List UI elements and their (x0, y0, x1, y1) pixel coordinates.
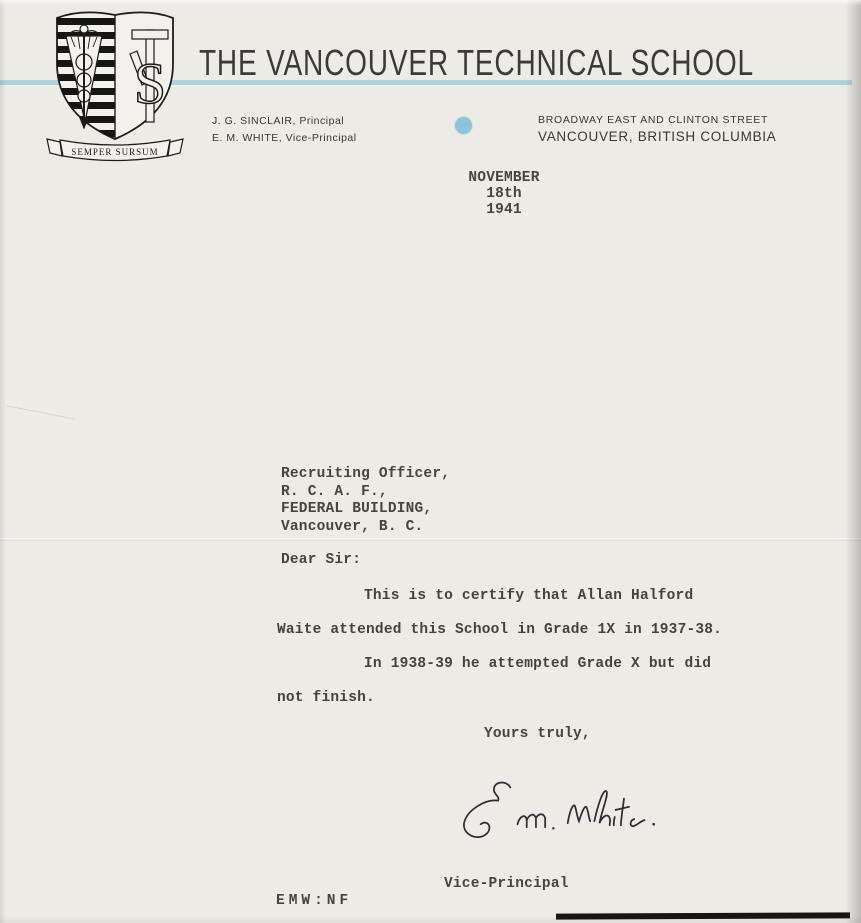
signer-title: Vice-Principal (444, 876, 569, 892)
school-crest-logo (44, 6, 186, 168)
school-address-street: BROADWAY EAST AND CLINTON STREET (538, 114, 769, 126)
recipient-address-block (281, 466, 450, 536)
school-name-heading: THE VANCOUVER TECHNICAL SCHOOL (199, 42, 754, 83)
paper-fold-line (0, 538, 861, 541)
vice-principal-line: E. M. WHITE, Vice-Principal (212, 132, 357, 144)
date-day: 18th (486, 186, 522, 202)
body-line: not finish. (277, 690, 375, 706)
recipient-line: Vancouver, B. C. (281, 518, 424, 535)
body-line: Waite attended this School in Grade 1X in 1937-38. (277, 622, 723, 638)
recipient-line: FEDERAL BUILDING, (281, 501, 433, 517)
date-block (458, 170, 550, 218)
page-edge-highlight-top (0, 0, 861, 6)
date-year: 1941 (486, 202, 522, 218)
signature-handwriting (452, 778, 667, 850)
salutation: Dear Sir: (281, 552, 362, 568)
body-line: In 1938-39 he attempted Grade X but did (364, 656, 712, 672)
valediction: Yours truly, (484, 726, 591, 742)
body-line: This is to certify that Allan Halford (364, 588, 694, 604)
page-edge-shadow-left (0, 0, 6, 923)
motto-text: SEMPER SURSUM (71, 147, 159, 157)
monogram-s: S (133, 51, 167, 116)
recipient-line: Recruiting Officer, (281, 466, 451, 482)
motto-banner (47, 139, 183, 161)
paper-crease-mark (7, 405, 76, 419)
school-address-city: VANCOUVER, BRITISH COLUMBIA (538, 129, 777, 144)
page-edge-shadow-bottom (0, 915, 861, 923)
page-edge-shadow-right (845, 0, 861, 923)
principal-line: J. G. SINCLAIR, Principal (212, 115, 345, 127)
date-month: NOVEMBER (468, 170, 540, 186)
letterhead-dot (455, 117, 472, 134)
recipient-line: R. C. A. F., (281, 483, 388, 500)
reference-initials: EMW:NF (276, 893, 353, 909)
